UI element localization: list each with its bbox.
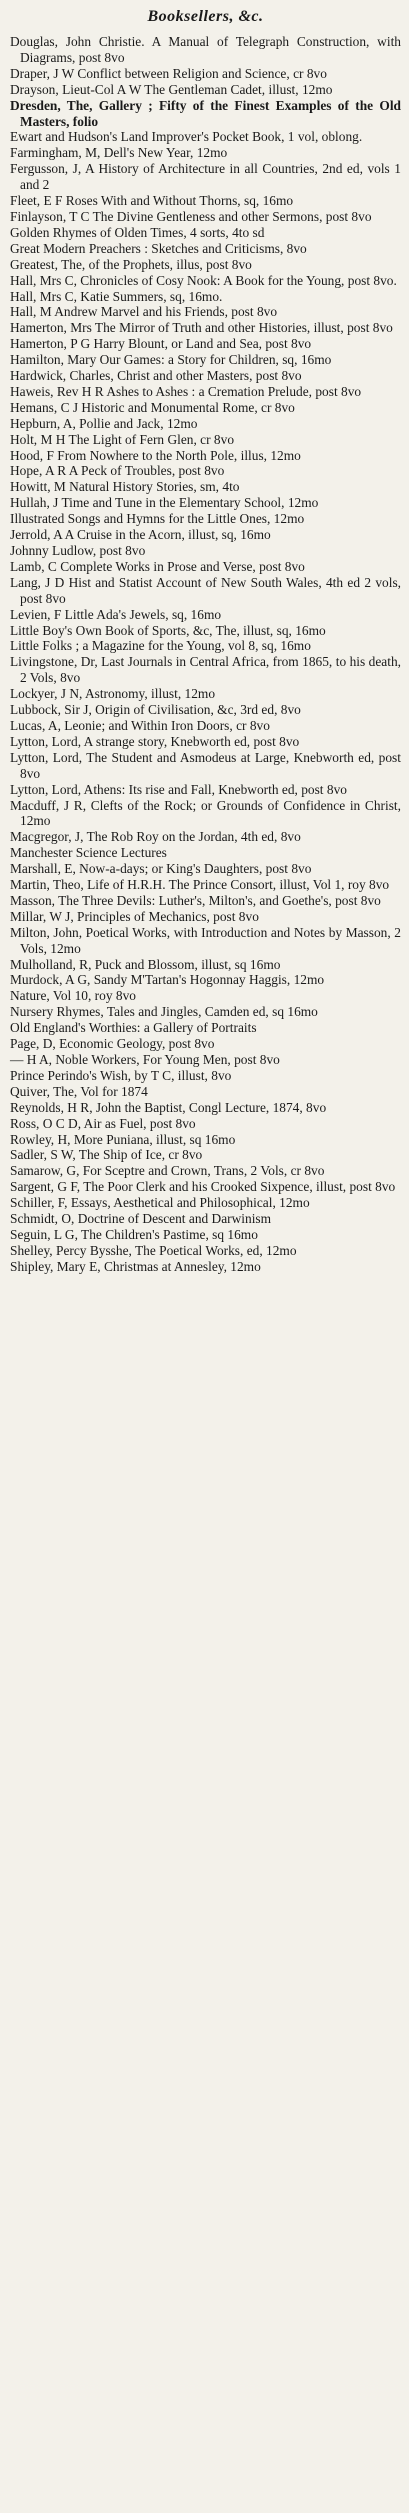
book-entry: Schmidt, O, Doctrine of Descent and Darwinism xyxy=(10,1211,272,1227)
book-entry: Finlayson, T C The Divine Gentleness and other Sermons, post 8vo xyxy=(10,208,372,224)
book-entry: Ewart and Hudson's Land Improver's Pocket Book, 1 vol, oblong. xyxy=(10,129,363,145)
book-entry: Masson, The Three Devils: Luther's, Milton's, and Goethe's, post 8vo xyxy=(10,892,381,908)
book-entry: Sargent, G F, The Poor Clerk and his Crooked Sixpence, illust, post 8vo xyxy=(10,1179,396,1195)
book-entry: Lamb, C Complete Works in Prose and Verse, post 8vo xyxy=(10,558,305,574)
book-entry: Marshall, E, Now-a-days; or King's Daughters, post 8vo xyxy=(10,861,312,877)
book-entry: Fleet, E F Roses With and Without Thorns, sq, 16mo xyxy=(10,193,294,209)
book-entry: Fergusson, J, A History of Architecture in all Countries, 2nd ed, vols 1 and 2 xyxy=(10,161,401,193)
book-entry: Hall, Mrs C, Katie Summers, sq, 16mo. xyxy=(10,288,223,304)
book-entry: Seguin, L G, The Children's Pastime, sq 16mo xyxy=(10,1226,258,1242)
book-entry: Lytton, Lord, Athens: Its rise and Fall, Knebworth ed, post 8vo xyxy=(10,781,347,797)
book-entry: Prince Perindo's Wish, by T C, illust, 8vo xyxy=(10,1067,232,1083)
running-head: Booksellers, &c. xyxy=(147,8,264,25)
book-entry: Macgregor, J, The Rob Roy on the Jordan, 4th ed, 8vo xyxy=(10,829,301,845)
book-entry: Nursery Rhymes, Tales and Jingles, Camden ed, sq 16mo xyxy=(10,1004,318,1020)
book-entry: — H A, Noble Workers, For Young Men, post 8vo xyxy=(10,1052,280,1067)
book-entry: Farmingham, M, Dell's New Year, 12mo xyxy=(10,145,228,161)
book-entry: Holt, M H The Light of Fern Glen, cr 8vo xyxy=(10,431,235,447)
book-entry: Samarow, G, For Sceptre and Crown, Trans, 2 Vols, cr 8vo xyxy=(10,1163,325,1179)
book-entry: Milton, John, Poetical Works, with Introduction and Notes by Masson, 2 Vols, 12mo xyxy=(10,924,401,956)
book-entry: Quiver, The, Vol for 1874 xyxy=(10,1083,148,1099)
book-entry: Hepburn, A, Pollie and Jack, 12mo xyxy=(10,415,198,431)
book-entry: Macduff, J R, Clefts of the Rock; or Grounds of Confidence in Christ, 12mo xyxy=(10,797,401,829)
book-entry: Sadler, S W, The Ship of Ice, cr 8vo xyxy=(10,1147,203,1163)
book-entry: Draper, J W Conflict between Religion and Science, cr 8vo xyxy=(10,65,327,81)
book-entry: Livingstone, Dr, Last Journals in Central Africa, from 1865, to his death, 2 Vols, 8vo xyxy=(10,654,401,686)
book-entry: Hood, F From Nowhere to the North Pole, illus, 12mo xyxy=(10,447,301,463)
book-entry: Hamerton, P G Harry Blount, or Land and Sea, post 8vo xyxy=(10,336,312,352)
book-entry: Mulholland, R, Puck and Blossom, illust, sq 16mo xyxy=(10,956,281,972)
book-entry: Hamerton, Mrs The Mirror of Truth and other Histories, illust, post 8vo xyxy=(10,320,393,336)
book-entry: Rowley, H, More Puniana, illust, sq 16mo xyxy=(10,1131,236,1147)
book-list xyxy=(10,34,401,1275)
book-entry: Manchester Science Lectures xyxy=(10,845,167,861)
book-entry: Levien, F Little Ada's Jewels, sq, 16mo xyxy=(10,606,222,622)
book-entry: Murdock, A G, Sandy M'Tartan's Hogonnay Haggis, 12mo xyxy=(10,972,325,988)
book-entry: Johnny Ludlow, post 8vo xyxy=(10,543,146,558)
book-entry: Lytton, Lord, The Student and Asmodeus at Large, Knebworth ed, post 8vo xyxy=(10,749,401,781)
book-entry: Jerrold, A A Cruise in the Acorn, illust, sq, 16mo xyxy=(10,527,271,543)
book-entry: Hullah, J Time and Tune in the Elementary School, 12mo xyxy=(10,495,319,511)
book-entry: Lubbock, Sir J, Origin of Civilisation, &c, 3rd ed, 8vo xyxy=(10,702,301,718)
book-entry: Little Folks ; a Magazine for the Young, vol 8, sq, 16mo xyxy=(10,638,311,654)
book-entry: Reynolds, H R, John the Baptist, Congl Lecture, 1874, 8vo xyxy=(10,1099,327,1115)
book-entry: Illustrated Songs and Hymns for the Little Ones, 12mo xyxy=(10,511,305,527)
book-entry: Page, D, Economic Geology, post 8vo xyxy=(10,1036,215,1052)
book-entry: Shipley, Mary E, Christmas at Annesley, 12mo xyxy=(10,1258,261,1274)
book-entry: Old England's Worthies: a Gallery of Portraits xyxy=(10,1020,257,1036)
book-entry: Greatest, The, of the Prophets, illus, post 8vo xyxy=(10,256,252,272)
book-entry: Millar, W J, Principles of Mechanics, post 8vo xyxy=(10,908,259,924)
book-entry: Hamilton, Mary Our Games: a Story for Children, sq, 16mo xyxy=(10,352,332,368)
book-entry: Golden Rhymes of Olden Times, 4 sorts, 4to sd xyxy=(10,224,265,240)
book-entry: Howitt, M Natural History Stories, sm, 4to xyxy=(10,479,240,495)
book-entry: Hemans, C J Historic and Monumental Rome, cr 8vo xyxy=(10,399,295,415)
book-entry: Hardwick, Charles, Christ and other Masters, post 8vo xyxy=(10,368,302,384)
book-entry: Douglas, John Christie. A Manual of Telegraph Construction, with Diagrams, post 8vo xyxy=(10,34,401,65)
book-entry: Schiller, F, Essays, Aesthetical and Philosophical, 12mo xyxy=(10,1195,310,1211)
book-entry: Lucas, A, Leonie; and Within Iron Doors, cr 8vo xyxy=(10,717,270,733)
book-entry: Hall, M Andrew Marvel and his Friends, post 8vo xyxy=(10,304,278,320)
book-entry: Hall, Mrs C, Chronicles of Cosy Nook: A Book for the Young, post 8vo. xyxy=(10,272,397,288)
book-entry: Hope, A R A Peck of Troubles, post 8vo xyxy=(10,463,225,479)
book-entry: Nature, Vol 10, roy 8vo xyxy=(10,988,136,1004)
book-entry: Haweis, Rev H R Ashes to Ashes : a Cremation Prelude, post 8vo xyxy=(10,383,362,399)
book-entry: Ross, O C D, Air as Fuel, post 8vo xyxy=(10,1115,196,1131)
book-entry: Shelley, Percy Bysshe, The Poetical Works, ed, 12mo xyxy=(10,1242,297,1258)
book-entry: Little Boy's Own Book of Sports, &c, The, illust, sq, 16mo xyxy=(10,622,326,638)
book-entry: Lytton, Lord, A strange story, Knebworth ed, post 8vo xyxy=(10,733,300,749)
book-entry: Martin, Theo, Life of H.R.H. The Prince Consort, illust, Vol 1, roy 8vo xyxy=(10,877,390,893)
book-entry: Dresden, The, Gallery ; Fifty of the Finest Examples of the Old Masters, folio xyxy=(10,97,401,129)
book-entry: Drayson, Lieut-Col A W The Gentleman Cadet, illust, 12mo xyxy=(10,81,333,97)
book-entry: Lang, J D Hist and Statist Account of New South Wales, 4th ed 2 vols, post 8vo xyxy=(10,574,401,606)
book-entry: Great Modern Preachers : Sketches and Criticisms, 8vo xyxy=(10,240,307,256)
book-entry: Lockyer, J N, Astronomy, illust, 12mo xyxy=(10,686,216,702)
